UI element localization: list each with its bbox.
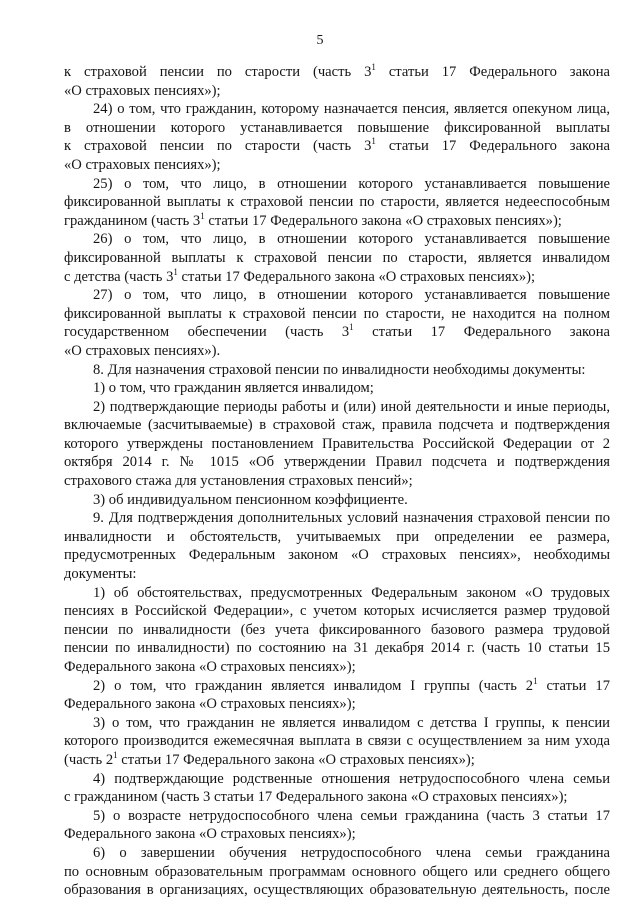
text-line: включаемые (засчитываемые) в страховой стаж, правила подсчета и подтверждения bbox=[64, 417, 610, 434]
text-line: с гражданином (часть 3 статьи 17 Федерального закона «О страховых пенсиях»); bbox=[64, 789, 568, 806]
page-number: 5 bbox=[316, 33, 324, 48]
text-line: «О страховых пенсиях»); bbox=[64, 156, 221, 173]
text-line: пенсиях в Российской Федерации», с учетом которых исчисляется размер трудовой bbox=[64, 603, 610, 620]
text-line: фиксированной выплаты к страховой пенсии по старости, является инвалидом bbox=[64, 249, 610, 266]
text-line: 8. Для назначения страховой пенсии по инвалидности необходимы документы: bbox=[93, 361, 586, 378]
text-line: 25) о том, что лицо, в отношении которого устанавливается повышение bbox=[93, 175, 610, 192]
text-line: страхового стажа для установления страховых пенсий»; bbox=[64, 473, 413, 490]
text-line: которого производится ежемесячная выплата в связи с осуществлением за ним ухода bbox=[64, 733, 610, 750]
text-line: к страховой пенсии по старости (часть $3^1$ статьи 17 Федерального закона bbox=[64, 137, 610, 155]
text-line: в отношении которого устанавливается повышение фиксированной выплаты bbox=[64, 119, 610, 136]
text-line: (часть $2^1$ статьи 17 Федерального закона «О страховых пенсиях»); bbox=[64, 750, 475, 768]
text-line: 2) подтверждающие периоды работы и (или) иной деятельности и иные периоды, bbox=[93, 398, 610, 415]
text-line: «О страховых пенсиях»); bbox=[64, 82, 221, 99]
text-line: государственном обеспечении (часть $3^1$ статьи 17 Федерального закона bbox=[64, 323, 610, 341]
text-line: 6) о завершении обучения нетрудоспособного члена семьи гражданина bbox=[93, 844, 610, 861]
text-line: 2) о том, что гражданин является инвалидом I группы (часть $2^1$ статьи 17 bbox=[93, 676, 610, 694]
text-line: 1) об обстоятельствах, предусмотренных Федеральным законом «О трудовых bbox=[93, 584, 610, 601]
text-line: к страховой пенсии по старости (часть $3^1$ статьи 17 Федерального закона bbox=[64, 63, 610, 80]
text-line: образования в организациях, осуществляющих образовательную деятельность, после bbox=[64, 882, 610, 899]
text-line: 24) о том, что гражданин, которому назначается пенсия, является опекуном лица, bbox=[93, 101, 610, 118]
document-body bbox=[64, 63, 610, 900]
text-line: Федерального закона «О страховых пенсиях»); bbox=[64, 696, 356, 713]
text-line: по основным образовательным программам основного общего или среднего общего bbox=[64, 863, 610, 880]
text-line: «О страховых пенсиях»). bbox=[64, 342, 221, 359]
text-line: с детства (часть $3^1$ статьи 17 Федерального закона «О страховых пенсиях»); bbox=[64, 267, 536, 285]
text-line: которого утверждены постановлением Правительства Российской Федерации от 2 bbox=[64, 435, 610, 452]
text-line: Федерального закона «О страховых пенсиях»); bbox=[64, 659, 356, 675]
text-line: гражданином (часть $3^1$ статьи 17 Федерального закона «О страховых пенсиях»); bbox=[64, 211, 562, 229]
text-line: 26) о том, что лицо, в отношении которого устанавливается повышение bbox=[93, 231, 610, 248]
text-line: 3) о том, что гражданин не является инвалидом с детства I группы, к пенсии bbox=[93, 714, 610, 731]
text-line: фиксированной выплаты к страховой пенсии по старости, не находится на полном bbox=[64, 305, 610, 322]
text-line: 9. Для подтверждения дополнительных условий назначения страховой пенсии по bbox=[93, 510, 610, 527]
text-line: 1) о том, что гражданин является инвалидом; bbox=[93, 380, 374, 397]
text-line: пенсии по инвалидности) по состоянию на 31 декабря 2014 г. (часть 10 статьи 15 bbox=[64, 640, 610, 657]
text-line: пенсии по инвалидности (без учета фиксированного базового размера трудовой bbox=[64, 621, 610, 638]
text-line: 4) подтверждающие родственные отношения нетрудоспособного члена семьи bbox=[93, 770, 610, 787]
text-line: 27) о том, что лицо, в отношении которого устанавливается повышение bbox=[93, 287, 610, 304]
text-line: фиксированной выплаты к страховой пенсии по старости, является недееспособным bbox=[64, 194, 610, 211]
text-line: 3) об индивидуальном пенсионном коэффициенте. bbox=[93, 491, 408, 508]
text-line: документы: bbox=[64, 566, 137, 583]
text-line: инвалидности и обстоятельств, учитываемых при определении ее размера, bbox=[64, 528, 610, 545]
text-line: Федерального закона «О страховых пенсиях»); bbox=[64, 826, 356, 843]
text-line: 5) о возрасте нетрудоспособного члена семьи гражданина (часть 3 статьи 17 bbox=[93, 807, 610, 824]
text-line: предусмотренных Федеральным законом «О страховых пенсиях», необходимы bbox=[64, 547, 610, 564]
text-line: октября 2014 г. № 1015 «Об утверждении Правил подсчета и подтверждения bbox=[64, 454, 610, 471]
